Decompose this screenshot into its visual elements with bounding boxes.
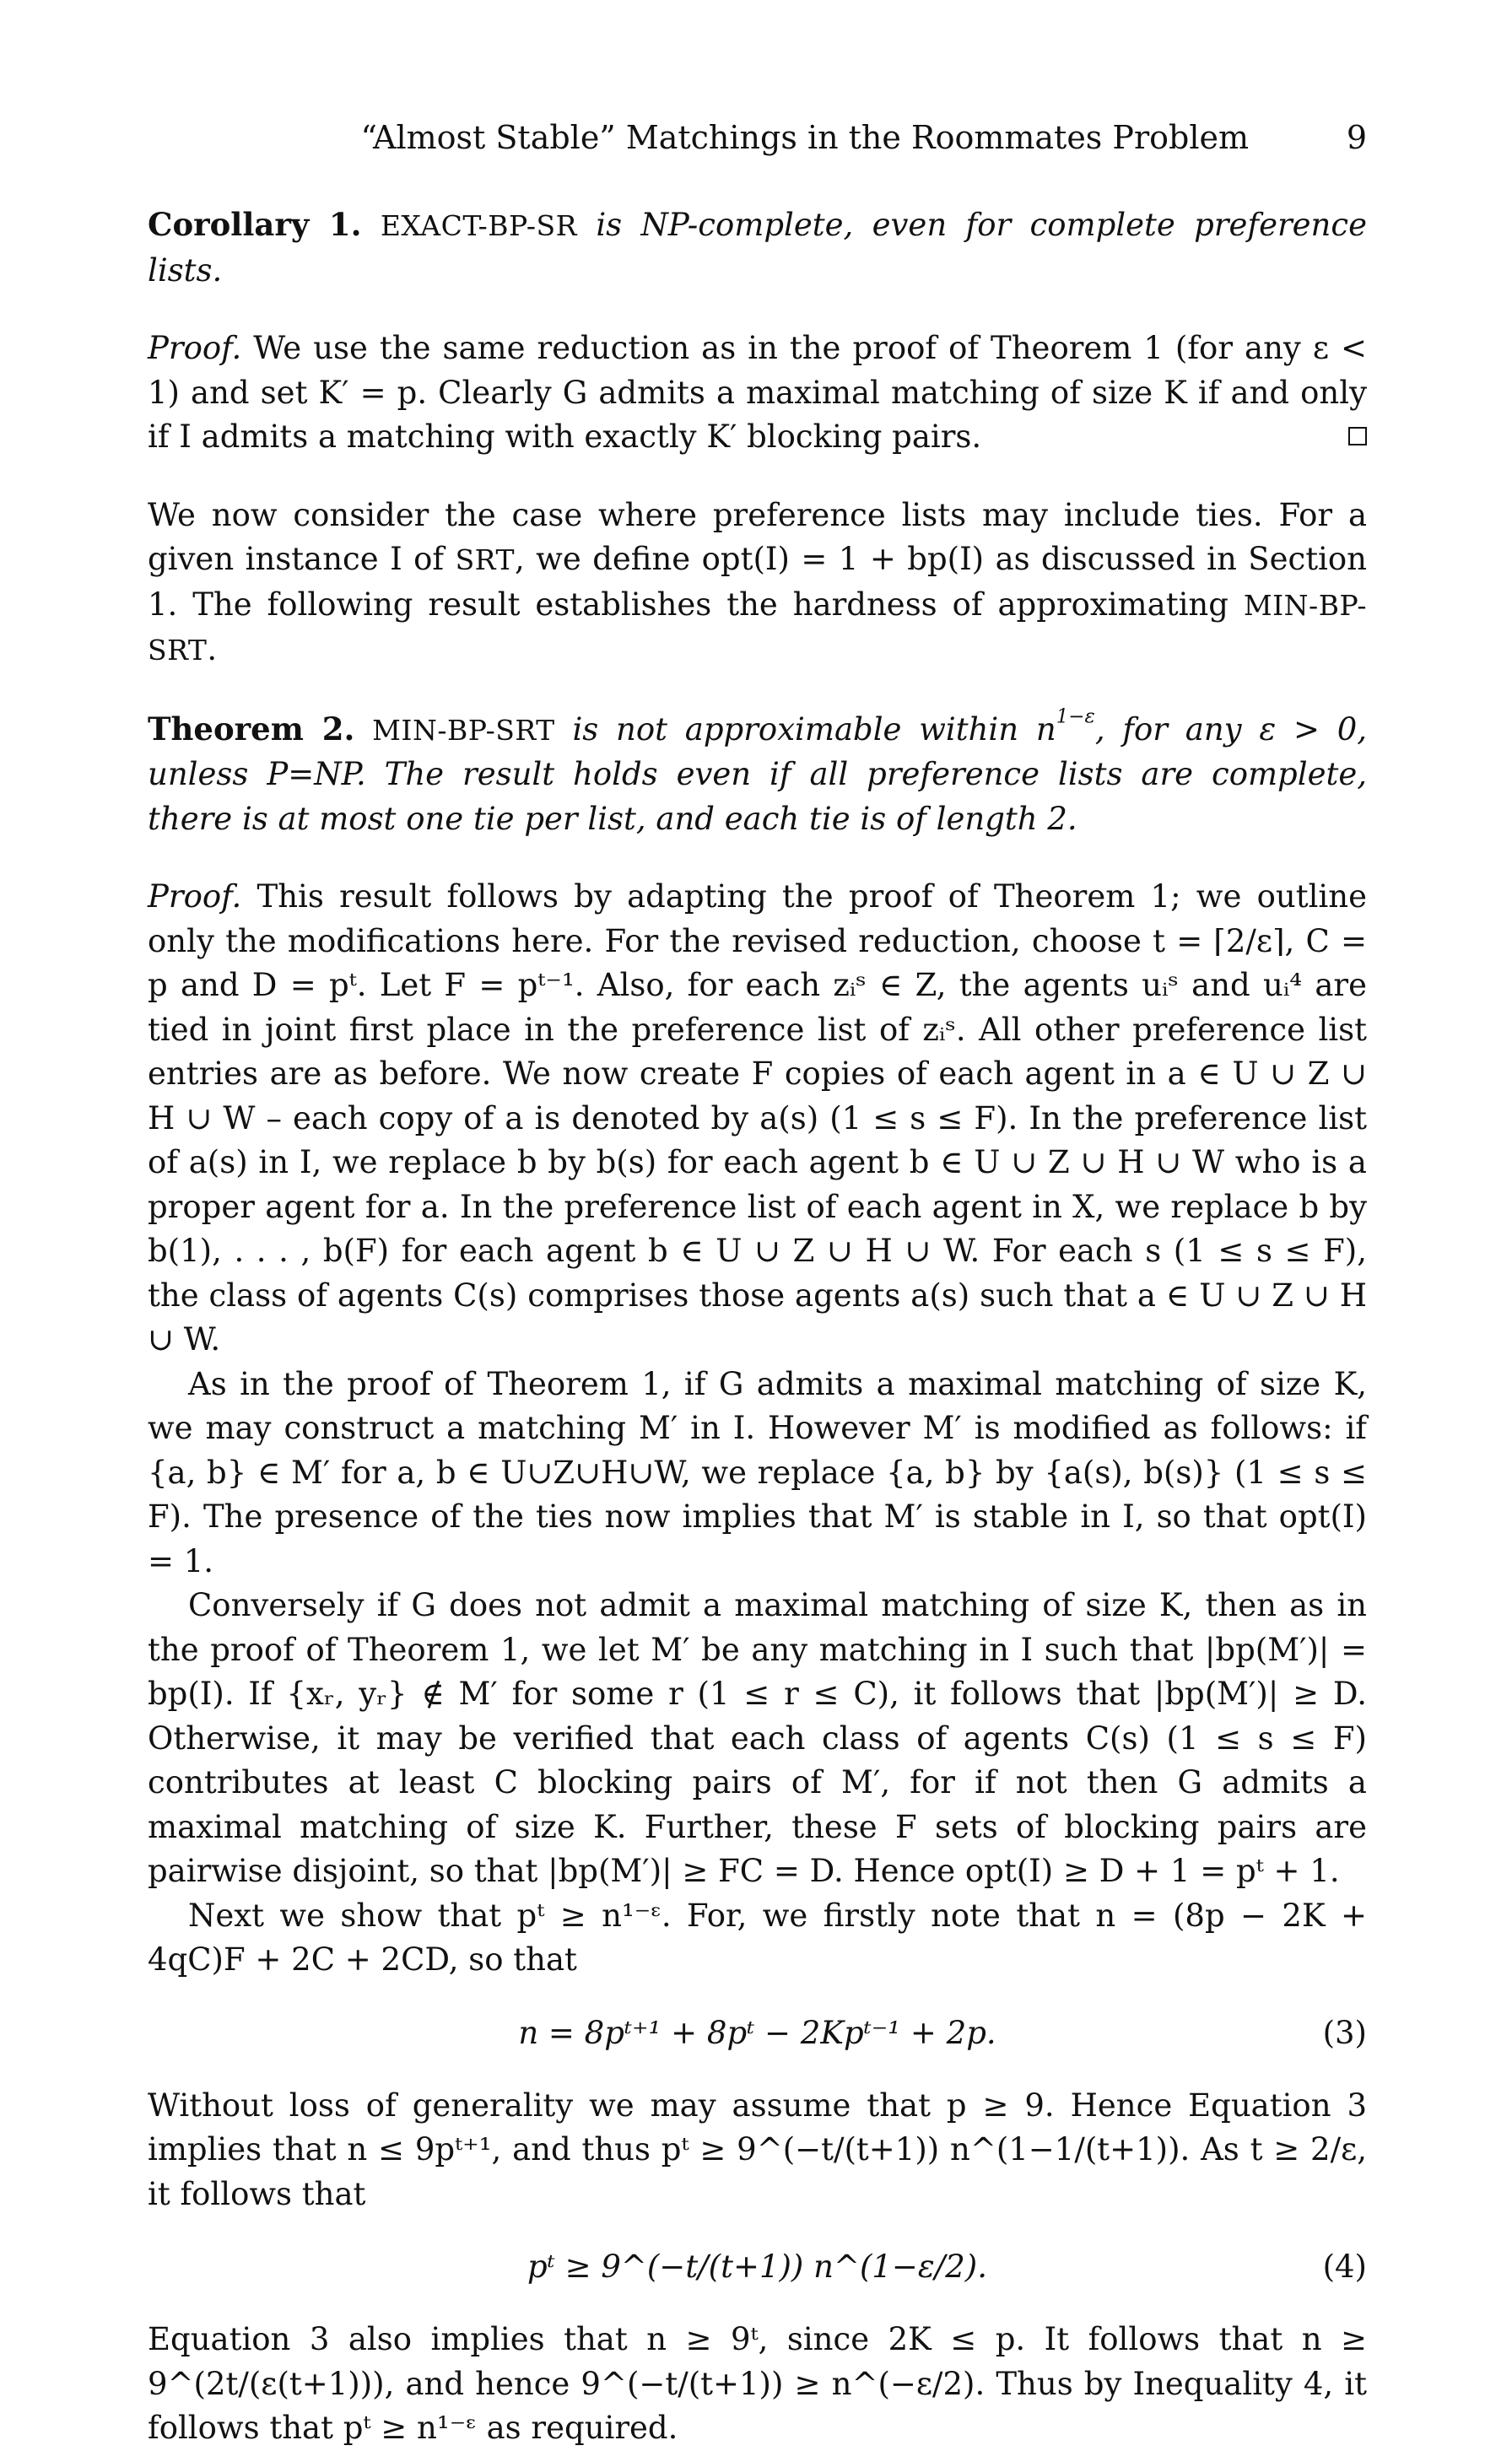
paragraph-equation-3-implies: [148, 2318, 1367, 2451]
text-line: Next we show that pᵗ ≥ n¹⁻ᵋ. For, we firstly note that n = (8p − 2K +: [188, 1897, 1367, 1934]
proof-2-line: replace b by b(s) for each agent b ∈ U ∪ Z ∪ H ∪ W who is a proper agent for: [148, 1144, 1367, 1225]
running-header: [148, 116, 1367, 159]
proof-2-line: the modifications here. For the revised reduction, choose t = ⌈2/ε⌉, C = p and: [148, 922, 1367, 1003]
equation-4-number: (4): [1322, 2249, 1367, 2285]
equation-4-body: pᵗ ≥ 9^(−t/(t+1)) n^(1−ε/2).: [527, 2249, 987, 2285]
corollary-label: Corollary 1.: [148, 206, 362, 243]
equation-4: [148, 2242, 1367, 2292]
corollary-1: [148, 202, 1367, 293]
intro-line: , we define opt(I) = 1 + bp(I) as discussed in Section 1. The: [148, 541, 1367, 623]
problem-name: MIN-BP-SRT: [148, 588, 1368, 667]
paragraph-construct: [148, 1363, 1367, 1585]
text-line: As in the proof of Theorem 1, if G admits a maximal matching of size K,: [188, 1365, 1367, 1402]
proof-2-line: copy of a is denoted by a(s) (1 ≤ s ≤ F). In the preference list of a(s) in I, we: [148, 1099, 1368, 1180]
text-line: required.: [531, 2410, 678, 2446]
proof-1-label: Proof.: [148, 330, 242, 366]
text-line: that n ≤ 9pᵗ⁺¹, and thus pᵗ ≥ 9^(−t/(t+1)) n^(1−1/(t+1)). As t ≥ 2/ε, it follows that: [148, 2131, 1367, 2212]
proof-2-line: comprises those agents a(s) such that a ∈ U ∪ Z ∪ H ∪ W.: [148, 1277, 1367, 1358]
equation-3-number: (3): [1322, 2014, 1367, 2051]
corollary-statement: is NP-complete, even for complete preference lists.: [148, 207, 1368, 289]
text-line: Without loss of generality we may assume that p ≥ 9. Hence Equation 3 implies: [148, 2087, 1367, 2168]
theorem-line: P=NP. The result holds even if all preference lists are complete, there is at most: [148, 756, 1368, 837]
paragraph-without-loss: [148, 2084, 1367, 2217]
corollary-problem: EXACT-BP-SR: [380, 209, 577, 242]
page-number: 9: [1346, 119, 1367, 156]
proof-1-line: We use the same reduction as in the proof of Theorem 1 (for any ε < 1): [148, 330, 1367, 411]
intro-paragraph: [148, 494, 1367, 673]
text-line: {a, b} ∈ M′ for a, b ∈ U∪Z∪H∪W, we replace {a, b} by {a(s), b(s)} (1 ≤ s ≤ F).: [148, 1454, 1367, 1535]
text-line: 4qC)F + 2C + 2CD, so that: [148, 1941, 577, 1978]
proof-2-line: D = pᵗ. Let F = pᵗ⁻¹. Also, for each zᵢˢ ∈ Z, the agents uᵢˢ and uᵢ⁴ are tied in: [148, 967, 1367, 1048]
equation-3: [148, 2008, 1367, 2059]
proof-2-line: each agent b ∈ U ∪ Z ∪ H ∪ W. For each s (1 ≤ s ≤ F), the class of agents C(s): [148, 1233, 1367, 1314]
text-line: Equation 3 also implies that n ≥ 9ᵗ, since 2K ≤ p. It follows that n ≥ 9^(2t/(ε(t+1))),: [148, 2321, 1367, 2402]
running-title: “Almost Stable” Matchings in the Roommates Problem: [360, 119, 1249, 156]
text-line: size K. Further, these F sets of blocking pairs are pairwise disjoint, so that: [148, 1808, 1367, 1889]
proof-2-label: Proof.: [148, 878, 242, 915]
intro-line: instance I of: [245, 541, 445, 577]
theorem-label: Theorem 2.: [148, 710, 355, 748]
text-line: and hence 9^(−t/(t+1)) ≥ n^(−ε/2). Thus by Inequality 4, it follows that pᵗ ≥ n¹⁻ᵋ as: [148, 2365, 1367, 2446]
proof-2-line: as before. We now create F copies of each agent in a ∈ U ∪ Z ∪ H ∪ W – each: [148, 1055, 1367, 1136]
text-line: |bp(M′)| ≥ FC = D. Hence opt(I) ≥ D + 1 = pᵗ + 1.: [548, 1853, 1340, 1889]
main-text: [148, 202, 1367, 2451]
proof-1: [148, 327, 1367, 460]
equation-3-body: n = 8pᵗ⁺¹ + 8pᵗ − 2Kpᵗ⁻¹ + 2p.: [518, 2014, 996, 2051]
proof-2-line: a. In the preference list of each agent in X, we replace b by b(1), . . . , b(F) for: [148, 1188, 1368, 1269]
text-line: proof of Theorem 1, we let M′ be any matching in I such that |bp(M′)| = bp(I). If: [148, 1631, 1367, 1712]
intro-line: We now consider the case where preference lists may include ties. For a given: [148, 496, 1367, 577]
proof-2: [148, 875, 1367, 1363]
proof-2-line: joint first place in the preference list of zᵢˢ. All other preference list entries are: [148, 1011, 1367, 1092]
text-line: The presence of the ties now implies that M′ is stable in I, so that opt(I) = 1.: [148, 1498, 1367, 1579]
proof-1-line: I admits a matching with exactly K′ blocking pairs.: [179, 418, 982, 455]
text-line: {xᵣ, yᵣ} ∉ M′ for some r (1 ≤ r ≤ C), it follows that |bp(M′)| ≥ D. Otherwise,: [148, 1676, 1367, 1757]
theorem-problem: MIN-BP-SRT: [372, 713, 555, 747]
theorem-line: one tie per list, and each tie is of length 2.: [406, 800, 1077, 837]
theorem-2: [148, 707, 1367, 842]
paragraph-conversely: [148, 1584, 1367, 1894]
proof-1-line: and set K′ = p. Clearly G admits a maximal matching of size K if and only if: [148, 374, 1367, 455]
text-line: we may construct a matching M′ in I. However M′ is modified as follows: if: [148, 1410, 1367, 1446]
text-line: it may be verified that each class of agents C(s) (1 ≤ s ≤ F) contributes at: [148, 1719, 1367, 1800]
theorem-exponent: 1−ε: [1056, 705, 1095, 727]
proof-2-line: This result follows by adapting the proof of Theorem 1; we outline only: [148, 878, 1367, 959]
text-line: least C blocking pairs of M′, for if not then G admits a maximal matching of: [148, 1764, 1367, 1845]
theorem-line: , for any ε > 0, unless: [148, 710, 1368, 792]
intro-line: .: [207, 631, 218, 667]
qed-box-icon: [1348, 427, 1367, 445]
intro-line: following result establishes the hardness of approximating: [267, 586, 1228, 623]
theorem-line: is not approximable within n: [572, 710, 1056, 748]
text-line: Conversely if G does not admit a maximal matching of size K, then as in the: [148, 1587, 1367, 1668]
paragraph-next: [148, 1894, 1367, 1983]
problem-name: SRT: [455, 543, 515, 576]
